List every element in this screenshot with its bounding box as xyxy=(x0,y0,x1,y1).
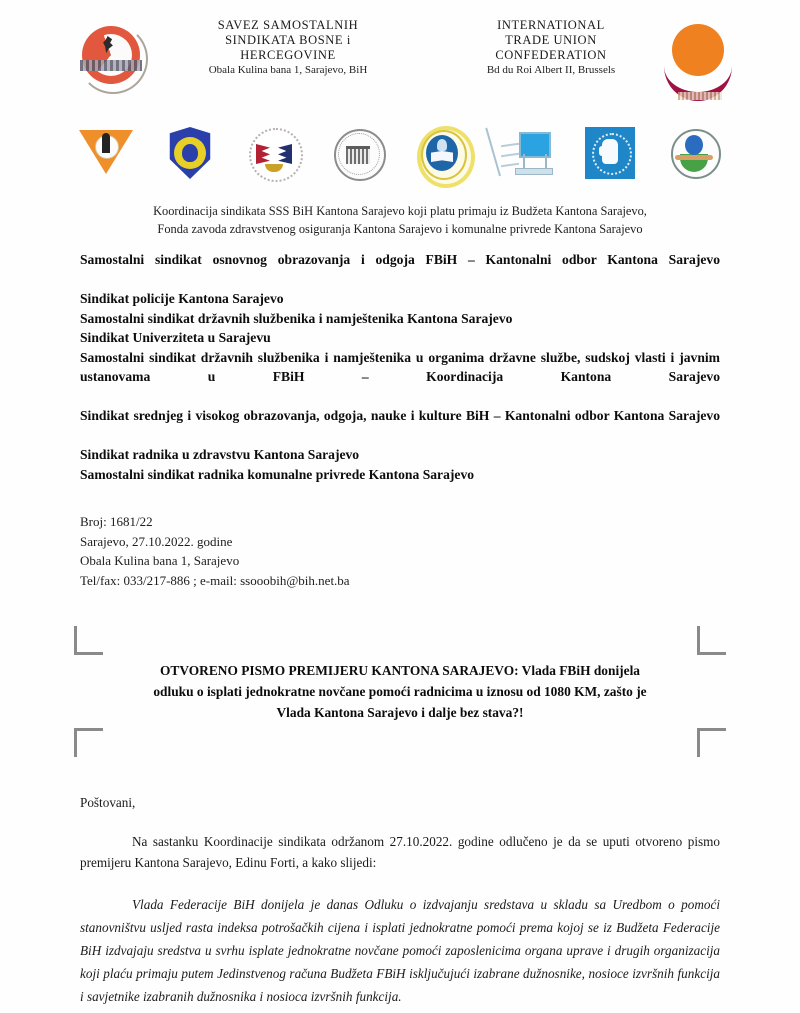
union-list-item: Samostalni sindikat državnih službenika i namještenika u organima državne službe, sudskoj vlasti i javnim ustanovama u FBiH – Koordinacija Kantona Sarajevo xyxy=(80,349,720,384)
document-number: Broj: 1681/22 xyxy=(80,514,153,529)
ituc-logo xyxy=(660,22,740,104)
union-list-item: Samostalni sindikat osnovnog obrazovanja i odgoja FBiH – Kantonalni odbor Kantona Sarajevo xyxy=(80,252,720,267)
org-left-line2: SINDIKATA BOSNE i xyxy=(225,33,351,47)
org-right-block xyxy=(442,18,660,78)
org-left-address: Obala Kulina bana 1, Sarajevo, BiH xyxy=(208,64,368,76)
document-meta xyxy=(80,512,720,590)
org-right-line3: CONFEDERATION xyxy=(495,48,607,62)
union-list-item: Sindikat policije Kantona Sarajevo xyxy=(80,291,284,306)
letter-title-frame xyxy=(80,626,720,757)
frame-corner-top-left xyxy=(74,626,103,655)
frame-corner-top-right xyxy=(697,626,726,655)
triangle-miners-logo xyxy=(77,124,135,182)
sss-bih-logo xyxy=(76,22,154,100)
easel-computer-logo xyxy=(497,124,555,182)
coordination-note-line2: Fonda zavoda zdravstvenog osiguranja Kantona Sarajevo i komunalne privrede Kantona Sarajevo xyxy=(157,222,643,236)
person-circle-logo xyxy=(665,124,723,182)
body-paragraph-2: Vlada Federacije BiH donijela je danas Odluku o izdvajanju sredstava u skladu sa Uredbom o pomoći stanovništvu usljed rasta indeksa potrošačkih cijena i isplati jednokratne pomoći prema kojoj se iz Budžeta Federacije BiH izdvajaju sredstva u svrhu isplate jednokratne novčane pomoći zaposlenicima organa uprave i drugih organizacija koji plaću primaju putem Jedinstvenog računa Budžeta FBiH isključujući izabrane dužnosnike, nosioce izvršnih funkcija i savjetnike izabranih dužnosnika i nosioca izvršnih funkcija. xyxy=(80,897,720,1004)
university-seal-logo xyxy=(329,124,387,182)
letterhead xyxy=(0,0,800,118)
org-right-line2: TRADE UNION xyxy=(505,33,597,47)
coordination-note xyxy=(80,202,720,238)
union-list-item: Sindikat radnika u zdravstvu Kantona Sarajevo xyxy=(80,447,360,462)
org-left-line1: SAVEZ SAMOSTALNIH xyxy=(217,18,359,32)
document-body xyxy=(0,202,800,1008)
union-list xyxy=(80,250,720,484)
frame-corner-bottom-right xyxy=(697,728,726,757)
frame-corner-bottom-left xyxy=(74,728,103,757)
letter-title: OTVORENO PISMO PREMIJERU KANTONA SARAJEVO: Vlada FBiH donijela odluku o isplati jednokratne novčane pomoći radnicima u iznosu od 1080 KM, zašto je Vlada Kantona Sarajevo i dalje bez stava?! xyxy=(153,663,647,720)
red-blue-wreath-logo xyxy=(245,124,303,182)
union-list-item: Sindikat Univerziteta u Sarajevu xyxy=(80,330,271,345)
body-paragraph-1: Na sastanku Koordinacije sindikata održanom 27.10.2022. godine odlučeno je da se uputi otvoreno pismo premijeru Kantona Sarajevo, Edinu Forti, a kako slijedi: xyxy=(80,834,720,870)
union-list-item: Samostalni sindikat državnih službenika i namještenika Kantona Sarajevo xyxy=(80,310,513,326)
org-right-line1: INTERNATIONAL xyxy=(497,18,605,32)
org-right-address: Bd du Roi Albert II, Brussels xyxy=(486,64,616,76)
police-shield-logo xyxy=(161,124,219,182)
document-address: Obala Kulina bana 1, Sarajevo xyxy=(80,553,240,568)
salutation: Poštovani, xyxy=(80,795,136,810)
org-left-block xyxy=(154,18,422,78)
blue-fist-logo xyxy=(581,124,639,182)
document-contact: Tel/fax: 033/217-886 ; e-mail: ssooobih@bih.net.ba xyxy=(80,572,350,588)
document-place-date: Sarajevo, 27.10.2022. godine xyxy=(80,533,233,549)
gold-oval-education-logo xyxy=(413,124,471,182)
union-list-item: Samostalni sindikat radnika komunalne privrede Kantona Sarajevo xyxy=(80,466,475,482)
union-list-item: Sindikat srednjeg i visokog obrazovanja, odgoja, nauke i kulture BiH – Kantonalni odbor Kantona Sarajevo xyxy=(80,408,720,423)
member-logo-strip xyxy=(0,118,800,190)
org-left-line3: HERCEGOVINE xyxy=(240,48,336,62)
coordination-note-line1: Koordinacija sindikata SSS BiH Kantona Sarajevo koji platu primaju iz Budžeta Kantona Sarajevo, xyxy=(153,204,647,218)
